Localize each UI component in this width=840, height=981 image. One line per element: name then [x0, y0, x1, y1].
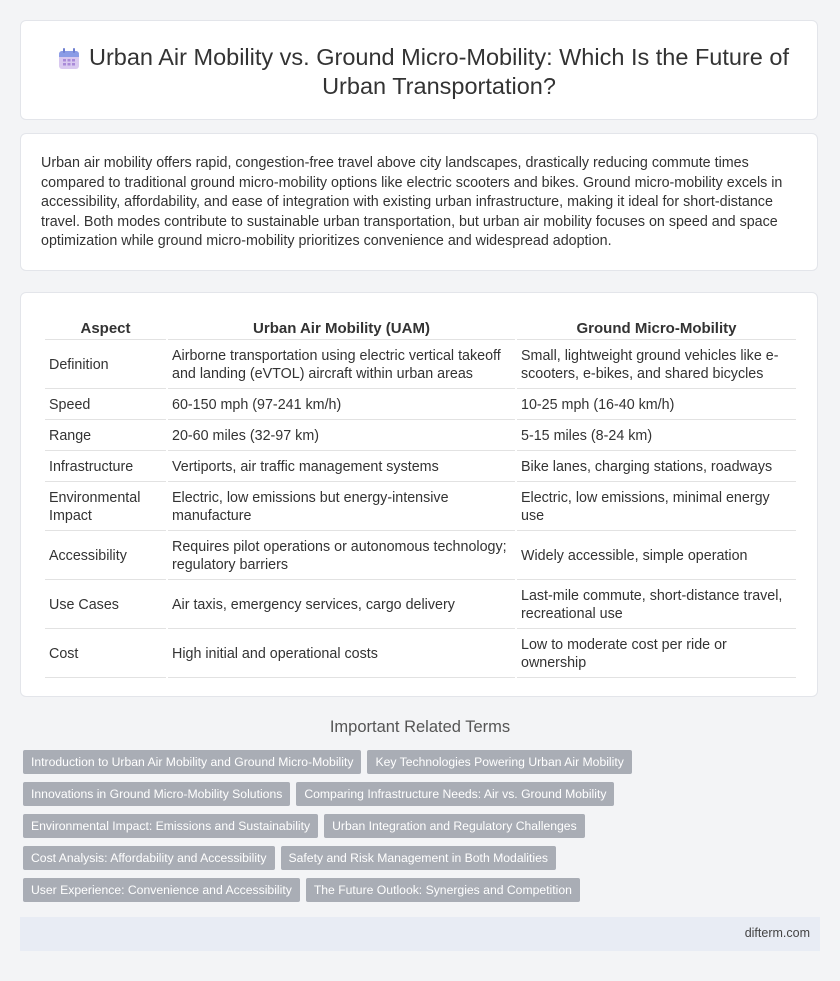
row-uam: High initial and operational costs	[168, 629, 515, 678]
comparison-table	[43, 315, 798, 678]
row-aspect: Speed	[45, 389, 166, 420]
row-uam: Vertiports, air traffic management systems	[168, 451, 515, 482]
intro-paragraph: Urban air mobility offers rapid, congestion-free travel above city landscapes, drastically reducing commute times compared to traditional ground micro-mobility options like electric scooters and bikes. Ground micro-mobility excels in accessibility, affordability, and ease of integration with existing urban infrastructure, making it ideal for short-distance travel. Both modes contribute to sustainable urban transportation, but urban air mobility focuses on speed and space optimization while ground micro-mobility prioritizes convenience and widespread adoption.	[41, 155, 783, 250]
row-aspect: Accessibility	[45, 531, 166, 580]
page-title: Urban Air Mobility vs. Ground Micro-Mobility: Which Is the Future of Urban Transportation?	[89, 44, 789, 99]
row-ground: Low to moderate cost per ride or ownership	[517, 629, 796, 678]
row-ground: 10-25 mph (16-40 km/h)	[517, 389, 796, 420]
row-uam: 60-150 mph (97-241 km/h)	[168, 389, 515, 420]
row-uam: Air taxis, emergency services, cargo delivery	[168, 580, 515, 629]
table-row	[45, 531, 796, 580]
header-ground: Ground Micro-Mobility	[517, 315, 796, 340]
related-term-tag[interactable]: The Future Outlook: Synergies and Competition	[306, 878, 580, 902]
row-aspect: Environmental Impact	[45, 482, 166, 531]
table-row	[45, 340, 796, 389]
row-aspect: Use Cases	[45, 580, 166, 629]
row-ground: Electric, low emissions, minimal energy use	[517, 482, 796, 531]
row-ground: Widely accessible, simple operation	[517, 531, 796, 580]
related-term-tag[interactable]: Safety and Risk Management in Both Modalities	[281, 846, 556, 870]
table-row	[45, 389, 796, 420]
related-term-tag[interactable]: Innovations in Ground Micro-Mobility Solutions	[23, 782, 290, 806]
intro-card	[20, 133, 818, 271]
table-row	[45, 580, 796, 629]
related-terms-heading: Important Related Terms	[329, 718, 511, 736]
table-row	[45, 482, 796, 531]
comparison-card	[20, 292, 818, 697]
related-term-tag[interactable]: Comparing Infrastructure Needs: Air vs. Ground Mobility	[296, 782, 614, 806]
row-ground: Small, lightweight ground vehicles like e-scooters, e-bikes, and shared bicycles	[517, 340, 796, 389]
related-term-tag[interactable]: Key Technologies Powering Urban Air Mobility	[367, 750, 631, 774]
row-ground: 5-15 miles (8-24 km)	[517, 420, 796, 451]
related-term-tag[interactable]: Environmental Impact: Emissions and Sustainability	[23, 814, 318, 838]
related-terms-list	[23, 750, 813, 910]
header-aspect: Aspect	[45, 315, 166, 340]
title-card	[20, 20, 818, 120]
row-uam: Airborne transportation using electric vertical takeoff and landing (eVTOL) aircraft within urban areas	[168, 340, 515, 389]
row-uam: Requires pilot operations or autonomous technology; regulatory barriers	[168, 531, 515, 580]
related-term-tag[interactable]: User Experience: Convenience and Accessibility	[23, 878, 300, 902]
related-term-tag[interactable]: Cost Analysis: Affordability and Accessibility	[23, 846, 275, 870]
row-aspect: Range	[45, 420, 166, 451]
footer	[20, 917, 820, 951]
table-row	[45, 629, 796, 678]
related-term-tag[interactable]: Introduction to Urban Air Mobility and Ground Micro-Mobility	[23, 750, 361, 774]
row-aspect: Definition	[45, 340, 166, 389]
table-row	[45, 451, 796, 482]
table-row	[45, 420, 796, 451]
related-term-tag[interactable]: Urban Integration and Regulatory Challenges	[324, 814, 585, 838]
row-ground: Bike lanes, charging stations, roadways	[517, 451, 796, 482]
row-uam: 20-60 miles (32-97 km)	[168, 420, 515, 451]
row-aspect: Cost	[45, 629, 166, 678]
row-ground: Last-mile commute, short-distance travel, recreational use	[517, 580, 796, 629]
row-uam: Electric, low emissions but energy-intensive manufacture	[168, 482, 515, 531]
header-uam: Urban Air Mobility (UAM)	[168, 315, 515, 340]
footer-site-link[interactable]: difterm.com	[744, 926, 810, 940]
row-aspect: Infrastructure	[45, 451, 166, 482]
table-header-row	[45, 315, 796, 340]
